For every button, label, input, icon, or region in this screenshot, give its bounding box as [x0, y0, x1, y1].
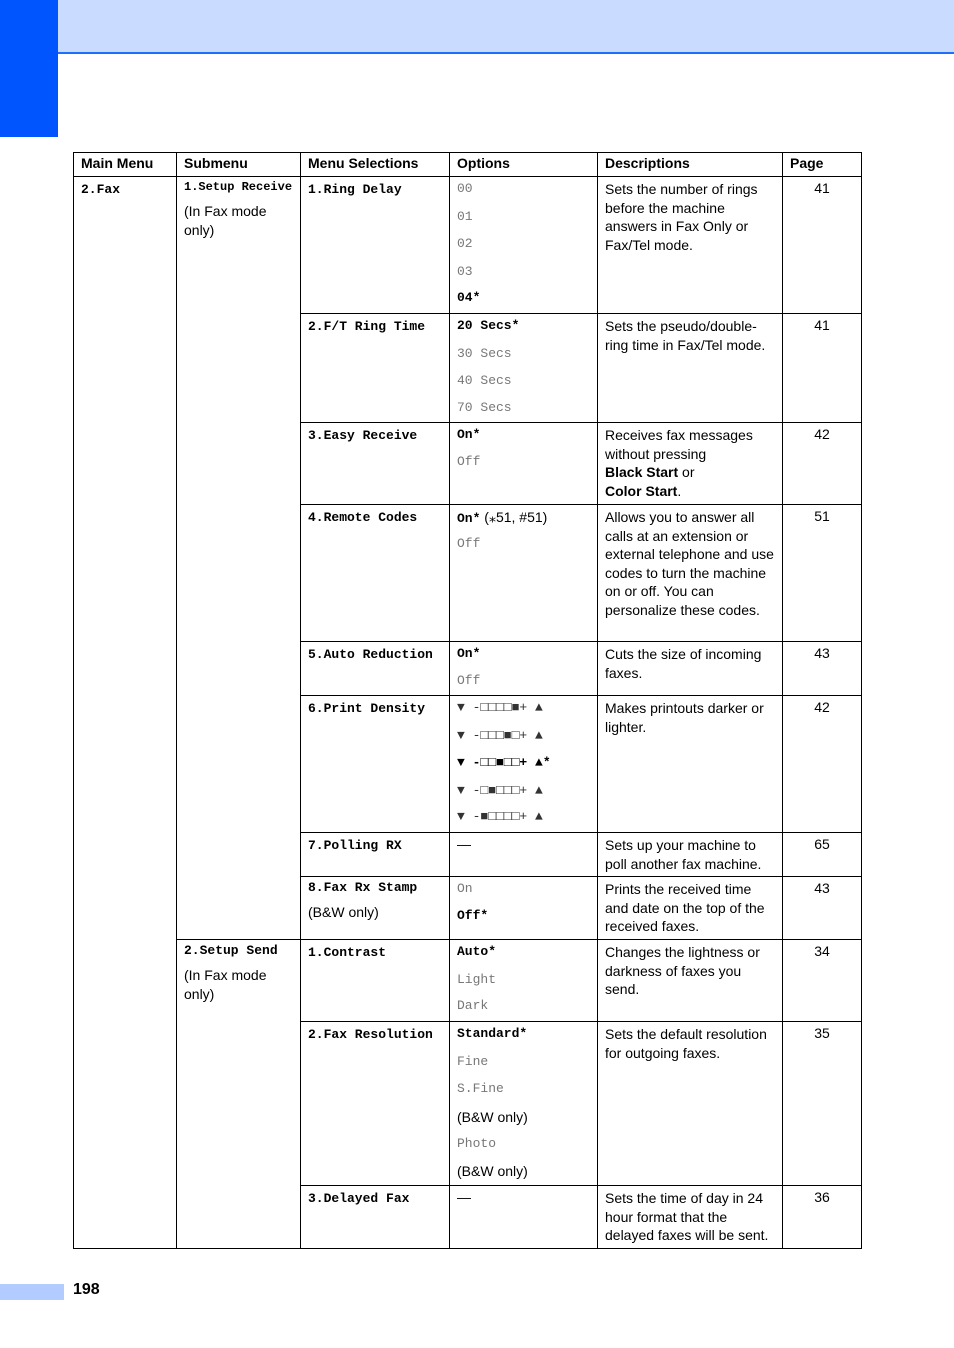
- option-item: 30 Secs: [457, 345, 512, 361]
- option-item: Light: [457, 971, 497, 987]
- description-cell: Sets the time of day in 24 hour format that the delayed faxes will be sent.: [598, 1186, 783, 1249]
- submenu-label: 1.Setup Receive: [184, 180, 293, 194]
- option-item: 01: [457, 208, 473, 224]
- options-cell: [450, 177, 598, 314]
- submenu-note: (In Fax mode only): [184, 203, 267, 238]
- description-cell: Sets up your machine to poll another fax machine.: [598, 833, 783, 877]
- table-row: [74, 177, 862, 314]
- option-item: Off: [457, 672, 481, 688]
- selection-label: 6.Print Density: [308, 701, 426, 716]
- option-item: —: [457, 836, 471, 852]
- menu-table: [73, 152, 862, 1249]
- selection-label: 7.Polling RX: [308, 838, 402, 853]
- option-item: S.Fine: [457, 1081, 504, 1097]
- options-cell: [450, 314, 598, 423]
- header-menu-selections: Menu Selections: [301, 153, 450, 177]
- selection-label: 8.Fax Rx Stamp: [308, 880, 418, 895]
- option-item-default: Standard*: [457, 1026, 528, 1041]
- page-cell: 35: [783, 1022, 862, 1186]
- option-item: On: [457, 881, 473, 896]
- description-cell: Sets the pseudo/double-ring time in Fax/Tel mode.: [598, 314, 783, 423]
- option-item-default: Off*: [457, 907, 489, 923]
- option-item: 02: [457, 236, 473, 252]
- selection-label: 2.F/T Ring Time: [308, 319, 426, 334]
- options-cell: [450, 642, 598, 696]
- density-level-option: ▼ -□■□□□+ ▲: [457, 782, 543, 798]
- options-cell: [450, 1186, 598, 1249]
- density-level-option: ▼ -■□□□□+ ▲: [457, 809, 543, 825]
- main-menu-label: 2.Fax: [81, 182, 121, 197]
- option-item-default: 04*: [457, 290, 481, 306]
- page-number: 198: [73, 1281, 100, 1298]
- option-item-default: On*: [457, 427, 481, 442]
- option-item-default: [457, 508, 590, 536]
- option-item: 40 Secs: [457, 373, 512, 389]
- selection-label: 4.Remote Codes: [308, 510, 418, 525]
- chapter-tab: [0, 0, 58, 137]
- table-header-row: [74, 153, 862, 177]
- option-on-codes: (⁎51, #51): [480, 509, 548, 525]
- selection-label: 1.Ring Delay: [308, 182, 402, 197]
- color-start-key: Color Start: [605, 482, 678, 499]
- description-cell: [598, 423, 783, 505]
- description-cell: Makes printouts darker or lighter.: [598, 696, 783, 833]
- options-cell: [450, 877, 598, 940]
- footer-bar: [0, 1284, 64, 1300]
- page-cell: 36: [783, 1186, 862, 1249]
- selection-label: 5.Auto Reduction: [308, 647, 433, 662]
- page-cell: 42: [783, 423, 862, 505]
- description-cell: Changes the lightness or darkness of faxes you send.: [598, 940, 783, 1022]
- black-start-key: Black Start: [605, 464, 679, 480]
- option-item: 70 Secs: [457, 399, 512, 415]
- options-cell: [450, 505, 598, 642]
- selection-label: 2.Fax Resolution: [308, 1027, 433, 1042]
- options-cell: [450, 1022, 598, 1186]
- page-cell: 51: [783, 505, 862, 642]
- submenu-label: 2.Setup Send: [184, 943, 278, 958]
- page-cell: 43: [783, 877, 862, 940]
- option-on: On*: [457, 511, 481, 526]
- option-item-default: 20 Secs*: [457, 318, 520, 333]
- options-cell: [450, 940, 598, 1022]
- option-item: 00: [457, 181, 473, 196]
- description-cell: Prints the received time and date on the top of the received faxes.: [598, 877, 783, 940]
- description-cell: Allows you to answer all calls at an extension or external telephone and use codes to turn the machine on or off. You can personalize these codes.: [598, 505, 783, 642]
- density-level-option: ▼ -□□□□■+ ▲: [457, 700, 543, 715]
- description-end: .: [677, 482, 682, 499]
- selection-label: 3.Delayed Fax: [308, 1191, 410, 1206]
- page-cell: 41: [783, 314, 862, 423]
- submenu-note: (In Fax mode only): [184, 967, 267, 1002]
- density-level-option: ▼ -□□□■□+ ▲: [457, 727, 543, 743]
- submenu-setup-send: [177, 940, 301, 1249]
- page-cell: 43: [783, 642, 862, 696]
- main-menu-cell: [74, 177, 177, 1249]
- description-or: or: [678, 464, 695, 480]
- option-item-default: Auto*: [457, 944, 497, 959]
- option-item: Off: [457, 453, 481, 469]
- header-page: Page: [783, 153, 862, 177]
- page-cell: 34: [783, 940, 862, 1022]
- option-note: (B&W only): [457, 1162, 528, 1179]
- selection-label: 3.Easy Receive: [308, 428, 418, 443]
- table-row: [74, 940, 862, 1022]
- selection-cell: [301, 877, 450, 940]
- description-cell: Cuts the size of incoming faxes.: [598, 642, 783, 696]
- page-cell: 42: [783, 696, 862, 833]
- submenu-setup-receive: [177, 177, 301, 940]
- option-item: Dark: [457, 998, 489, 1014]
- header-main-menu: Main Menu: [74, 153, 177, 177]
- description-text: Receives fax messages without pressing: [605, 427, 753, 462]
- header-descriptions: Descriptions: [598, 153, 783, 177]
- header-submenu: Submenu: [177, 153, 301, 177]
- selection-label: 1.Contrast: [308, 945, 387, 960]
- header-options: Options: [450, 153, 598, 177]
- option-item: Photo: [457, 1136, 497, 1152]
- option-item: 03: [457, 263, 473, 279]
- selection-note: (B&W only): [308, 904, 379, 920]
- options-cell: [450, 833, 598, 877]
- page-cell: 65: [783, 833, 862, 877]
- description-cell: Sets the number of rings before the machine answers in Fax Only or Fax/Tel mode.: [598, 177, 783, 314]
- description-cell: Sets the default resolution for outgoing faxes.: [598, 1022, 783, 1186]
- option-item: Fine: [457, 1053, 489, 1069]
- density-level-default: ▼ -□□■□□+ ▲*: [457, 755, 551, 771]
- option-item: —: [457, 1189, 471, 1205]
- options-cell: [450, 696, 598, 833]
- page-cell: 41: [783, 177, 862, 314]
- header-band: [0, 0, 954, 54]
- options-cell: [450, 423, 598, 505]
- option-note: (B&W only): [457, 1108, 528, 1125]
- option-item-default: On*: [457, 646, 481, 661]
- option-item: Off: [457, 535, 481, 551]
